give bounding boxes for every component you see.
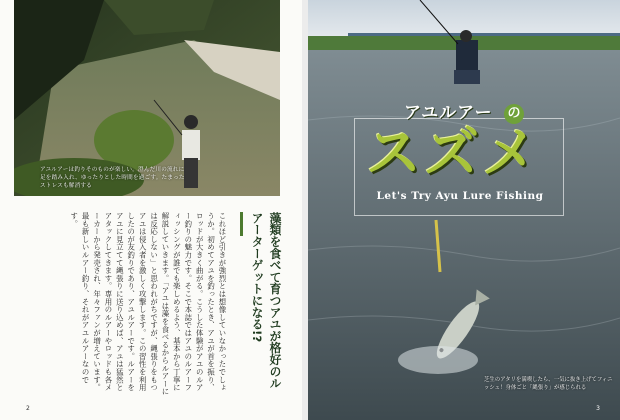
title-no-badge: の: [504, 104, 524, 124]
title-kana: アユルアー: [404, 103, 493, 123]
right-photo-caption: 芝生のアタリを満喫したら、一気に抜き上げてフィニッシュ！身体ごと「縄張り」が感じられる: [484, 377, 613, 391]
left-page: [0, 0, 302, 420]
page-number-left: 2: [26, 405, 30, 412]
left-photo-caption: アユルアーは釣りそのものが楽しい。澄んだ川の流れに足を踏み入れ、ゆったりとした時間を過ごす。たまったストレスも解消する: [40, 167, 185, 189]
page-number-right: 3: [596, 405, 600, 412]
article-body-text: これほど引きが強烈とは想像していなかったでしょうか。初めてアユを釣ったとき、アユが首を振り、ロッドが大きく曲がる。こうした体験がアユのルアー釣りの魅力です。そこで本誌ではアユのルアーフィッシングが誰でも楽しめるよう、基本から丁寧に解説していきます。「アユは藻を食べるからルアーには反応しない」と思われがちですが、縄張りをもつアユは侵入者を激しく攻撃します。この習性を利用したのが友釣りであり、アユルアーです。ルアーをアユに見立てて縄張りに送り込めば、アユは猛然とアタックしてきます。専用のルアーやロッドも各メーカーから発売され、年々ファンが増えています。最も新しいルアー釣り、それがアユルアーなのです。: [69, 212, 227, 396]
right-page: [308, 0, 620, 420]
article-headline: 藻類を食べて育つアユが格好のルアーターゲットになる!?: [250, 212, 282, 389]
title-subtitle: Let's Try Ayu Lure Fishing: [376, 190, 544, 202]
title-main: スズメ: [366, 121, 541, 185]
